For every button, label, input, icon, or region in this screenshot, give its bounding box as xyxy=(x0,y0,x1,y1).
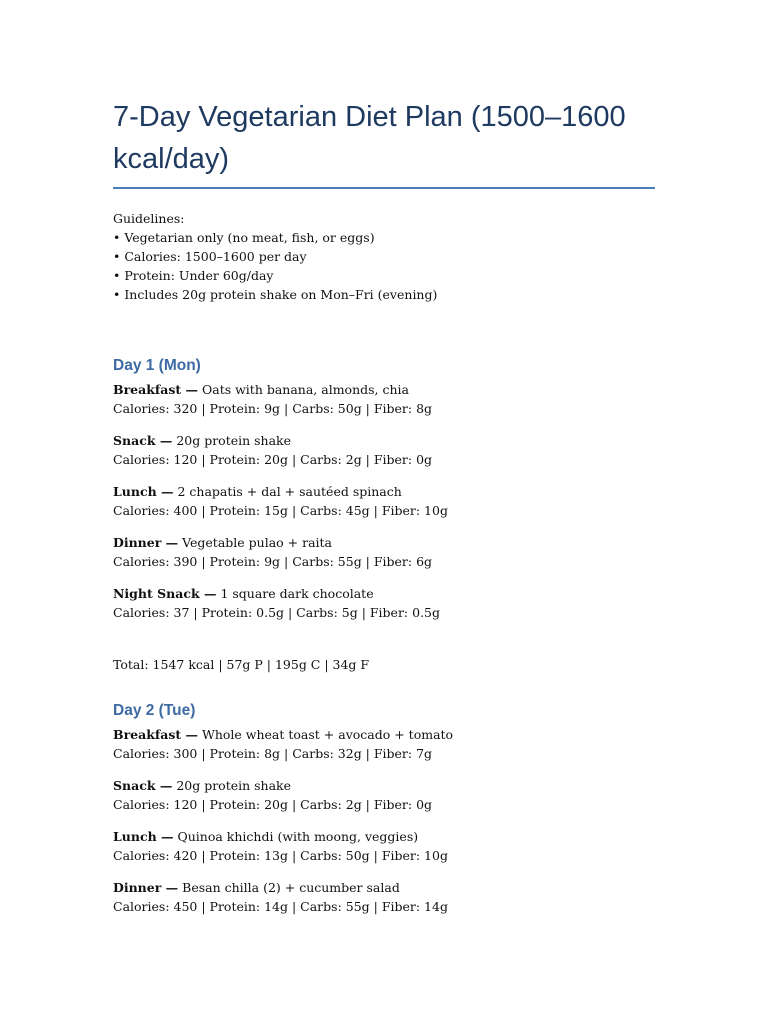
meal-nutrition: Calories: 390 | Protein: 9g | Carbs: 55g | Fiber: 6g xyxy=(113,554,433,569)
meal-entry xyxy=(113,380,658,418)
meal-nutrition: Calories: 120 | Protein: 20g | Carbs: 2g | Fiber: 0g xyxy=(113,452,433,467)
meal-description: 20g protein shake xyxy=(172,778,292,793)
document-title: 7-Day Vegetarian Diet Plan (1500–1600 kcal/day) xyxy=(113,101,626,175)
document-page xyxy=(113,96,658,916)
meal-entry xyxy=(113,533,658,571)
meal-nutrition: Calories: 420 | Protein: 13g | Carbs: 50g | Fiber: 10g xyxy=(113,848,448,863)
meal-name: Lunch — xyxy=(113,829,174,844)
meal-nutrition: Calories: 120 | Protein: 20g | Carbs: 2g | Fiber: 0g xyxy=(113,797,433,812)
meal-description: 2 chapatis + dal + sautéed spinach xyxy=(173,484,402,499)
meal-entry xyxy=(113,776,658,814)
meal-name: Night Snack — xyxy=(113,586,217,601)
meal-nutrition: Calories: 300 | Protein: 8g | Carbs: 32g | Fiber: 7g xyxy=(113,746,433,761)
meal-name: Dinner — xyxy=(113,535,179,550)
guidelines-section xyxy=(113,209,658,304)
meal-entry xyxy=(113,878,658,916)
day-total: Total: 1547 kcal | 57g P | 195g C | 34g F xyxy=(113,657,370,672)
meal-name: Snack — xyxy=(113,433,173,448)
meal-name: Breakfast — xyxy=(113,727,199,742)
meal-name: Dinner — xyxy=(113,880,179,895)
day-heading: Day 1 (Mon) xyxy=(113,357,201,374)
day-heading: Day 2 (Tue) xyxy=(113,702,196,719)
guideline-item: • Protein: Under 60g/day xyxy=(113,268,274,283)
meal-description: Besan chilla (2) + cucumber salad xyxy=(178,880,400,895)
meal-entry xyxy=(113,827,658,865)
meal-description: 20g protein shake xyxy=(172,433,292,448)
guideline-item: • Vegetarian only (no meat, fish, or eggs) xyxy=(113,230,375,245)
meal-entry xyxy=(113,725,658,763)
meal-entry xyxy=(113,584,658,622)
guidelines-heading: Guidelines: xyxy=(113,211,185,226)
meal-entry xyxy=(113,482,658,520)
meal-nutrition: Calories: 37 | Protein: 0.5g | Carbs: 5g | Fiber: 0.5g xyxy=(113,605,440,620)
meal-name: Lunch — xyxy=(113,484,174,499)
meal-description: Quinoa khichdi (with moong, veggies) xyxy=(173,829,419,844)
meal-nutrition: Calories: 400 | Protein: 15g | Carbs: 45g | Fiber: 10g xyxy=(113,503,448,518)
meal-description: Oats with banana, almonds, chia xyxy=(198,382,409,397)
meal-nutrition: Calories: 320 | Protein: 9g | Carbs: 50g | Fiber: 8g xyxy=(113,401,433,416)
meal-name: Breakfast — xyxy=(113,382,199,397)
guideline-item: • Includes 20g protein shake on Mon–Fri (evening) xyxy=(113,287,438,302)
title-underline xyxy=(113,187,655,189)
meal-description: Vegetable pulao + raita xyxy=(178,535,333,550)
meal-description: 1 square dark chocolate xyxy=(216,586,374,601)
meal-name: Snack — xyxy=(113,778,173,793)
meal-entry xyxy=(113,431,658,469)
guideline-item: • Calories: 1500–1600 per day xyxy=(113,249,307,264)
meal-nutrition: Calories: 450 | Protein: 14g | Carbs: 55g | Fiber: 14g xyxy=(113,899,448,914)
meal-description: Whole wheat toast + avocado + tomato xyxy=(198,727,454,742)
